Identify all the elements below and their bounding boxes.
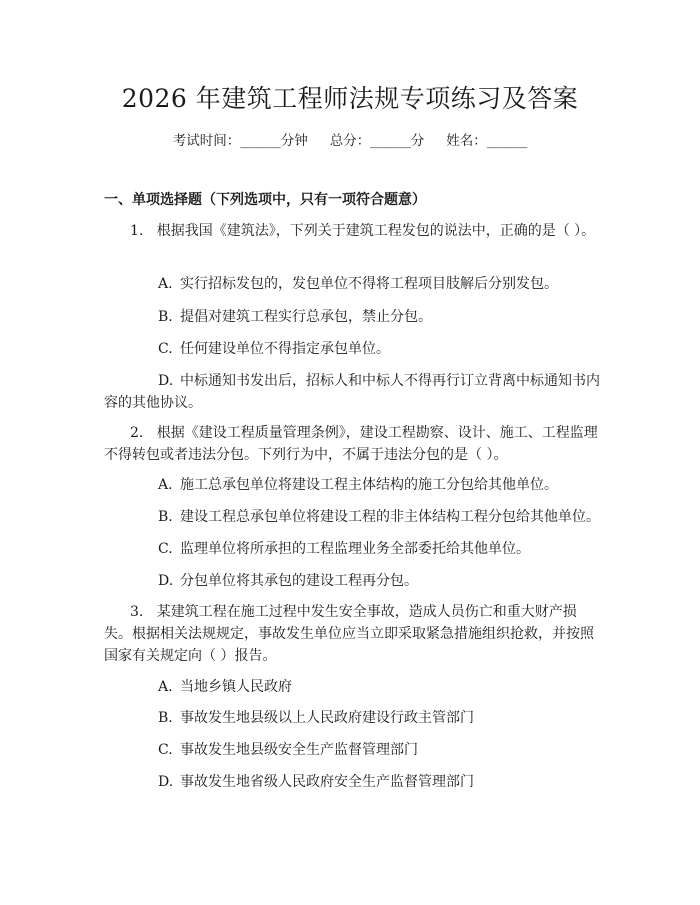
option-label: A.: [158, 276, 173, 292]
exam-time: 考试时间：______分钟: [172, 133, 308, 149]
option-label: B.: [158, 509, 173, 525]
question-stem: [104, 422, 604, 466]
question-number: 3.: [130, 604, 144, 620]
option-text: 施工总承包单位将建设工程主体结构的施工分包给其他单位。: [180, 477, 558, 493]
question-option: [158, 474, 604, 496]
option-text: 当地乡镇人民政府: [180, 679, 292, 695]
question-option: [158, 338, 604, 360]
question-stem: [104, 220, 604, 242]
option-text: 事故发生地县级安全生产监督管理部门: [180, 742, 418, 758]
question-number: 2.: [130, 425, 144, 441]
option-text: 建设工程总承包单位将建设工程的非主体结构工程分包给其他单位。: [180, 509, 600, 525]
option-label: A.: [158, 477, 173, 493]
exam-name: 姓名：______: [446, 133, 528, 149]
option-label: D.: [158, 774, 174, 790]
question-text: 某建筑工程在施工过程中发生安全事故，造成人员伤亡和重大财产损失。根据相关法规规定，事故发生单位应当立即采取紧急措施组织抢救，并按照国家有关规定向（ ）报告。: [104, 604, 594, 664]
question-option: [158, 538, 604, 560]
option-label: B.: [158, 309, 173, 325]
option-label: A.: [158, 679, 173, 695]
question-option: [158, 570, 604, 592]
option-text: 监理单位将所承担的工程监理业务全部委托给其他单位。: [180, 541, 530, 557]
option-label: C.: [158, 541, 173, 557]
question-text: 根据《建设工程质量管理条例》，建设工程勘察、设计、施工、工程监理不得转包或者违法分包。下列行为中，不属于违法分包的是（ ）。: [104, 425, 598, 463]
question-option: [104, 370, 604, 414]
option-label: B.: [158, 710, 173, 726]
question-option: [158, 273, 604, 295]
question-option: [158, 676, 604, 698]
exam-meta: [0, 131, 700, 151]
section-heading: 一、单项选择题（下列选项中，只有一项符合题意）: [104, 192, 426, 208]
option-text: 中标通知书发出后，招标人和中标人不得再行订立背离中标通知书内容的其他协议。: [104, 373, 600, 411]
question-option: [158, 506, 604, 528]
option-text: 分包单位将其承包的建设工程再分包。: [180, 573, 418, 589]
option-label: C.: [158, 742, 173, 758]
document-title: 2026 年建筑工程师法规专项练习及答案: [121, 84, 579, 113]
option-text: 事故发生地省级人民政府安全生产监督管理部门: [180, 774, 474, 790]
question-number: 1.: [130, 223, 144, 239]
option-label: C.: [158, 341, 173, 357]
question-stem: [104, 601, 604, 667]
option-text: 事故发生地县级以上人民政府建设行政主管部门: [180, 710, 474, 726]
question-text: 根据我国《建筑法》，下列关于建筑工程发包的说法中，正确的是（ ）。: [156, 223, 596, 239]
question-option: [158, 771, 604, 793]
question-option: [158, 306, 604, 328]
exam-score: 总分：______分: [329, 133, 425, 149]
question-option: [158, 707, 604, 729]
option-text: 任何建设单位不得指定承包单位。: [180, 341, 390, 357]
option-text: 实行招标发包的，发包单位不得将工程项目肢解后分别发包。: [180, 276, 558, 292]
question-option: [158, 739, 604, 761]
option-text: 提倡对建筑工程实行总承包，禁止分包。: [180, 309, 432, 325]
option-label: D.: [158, 373, 174, 389]
option-label: D.: [158, 573, 174, 589]
